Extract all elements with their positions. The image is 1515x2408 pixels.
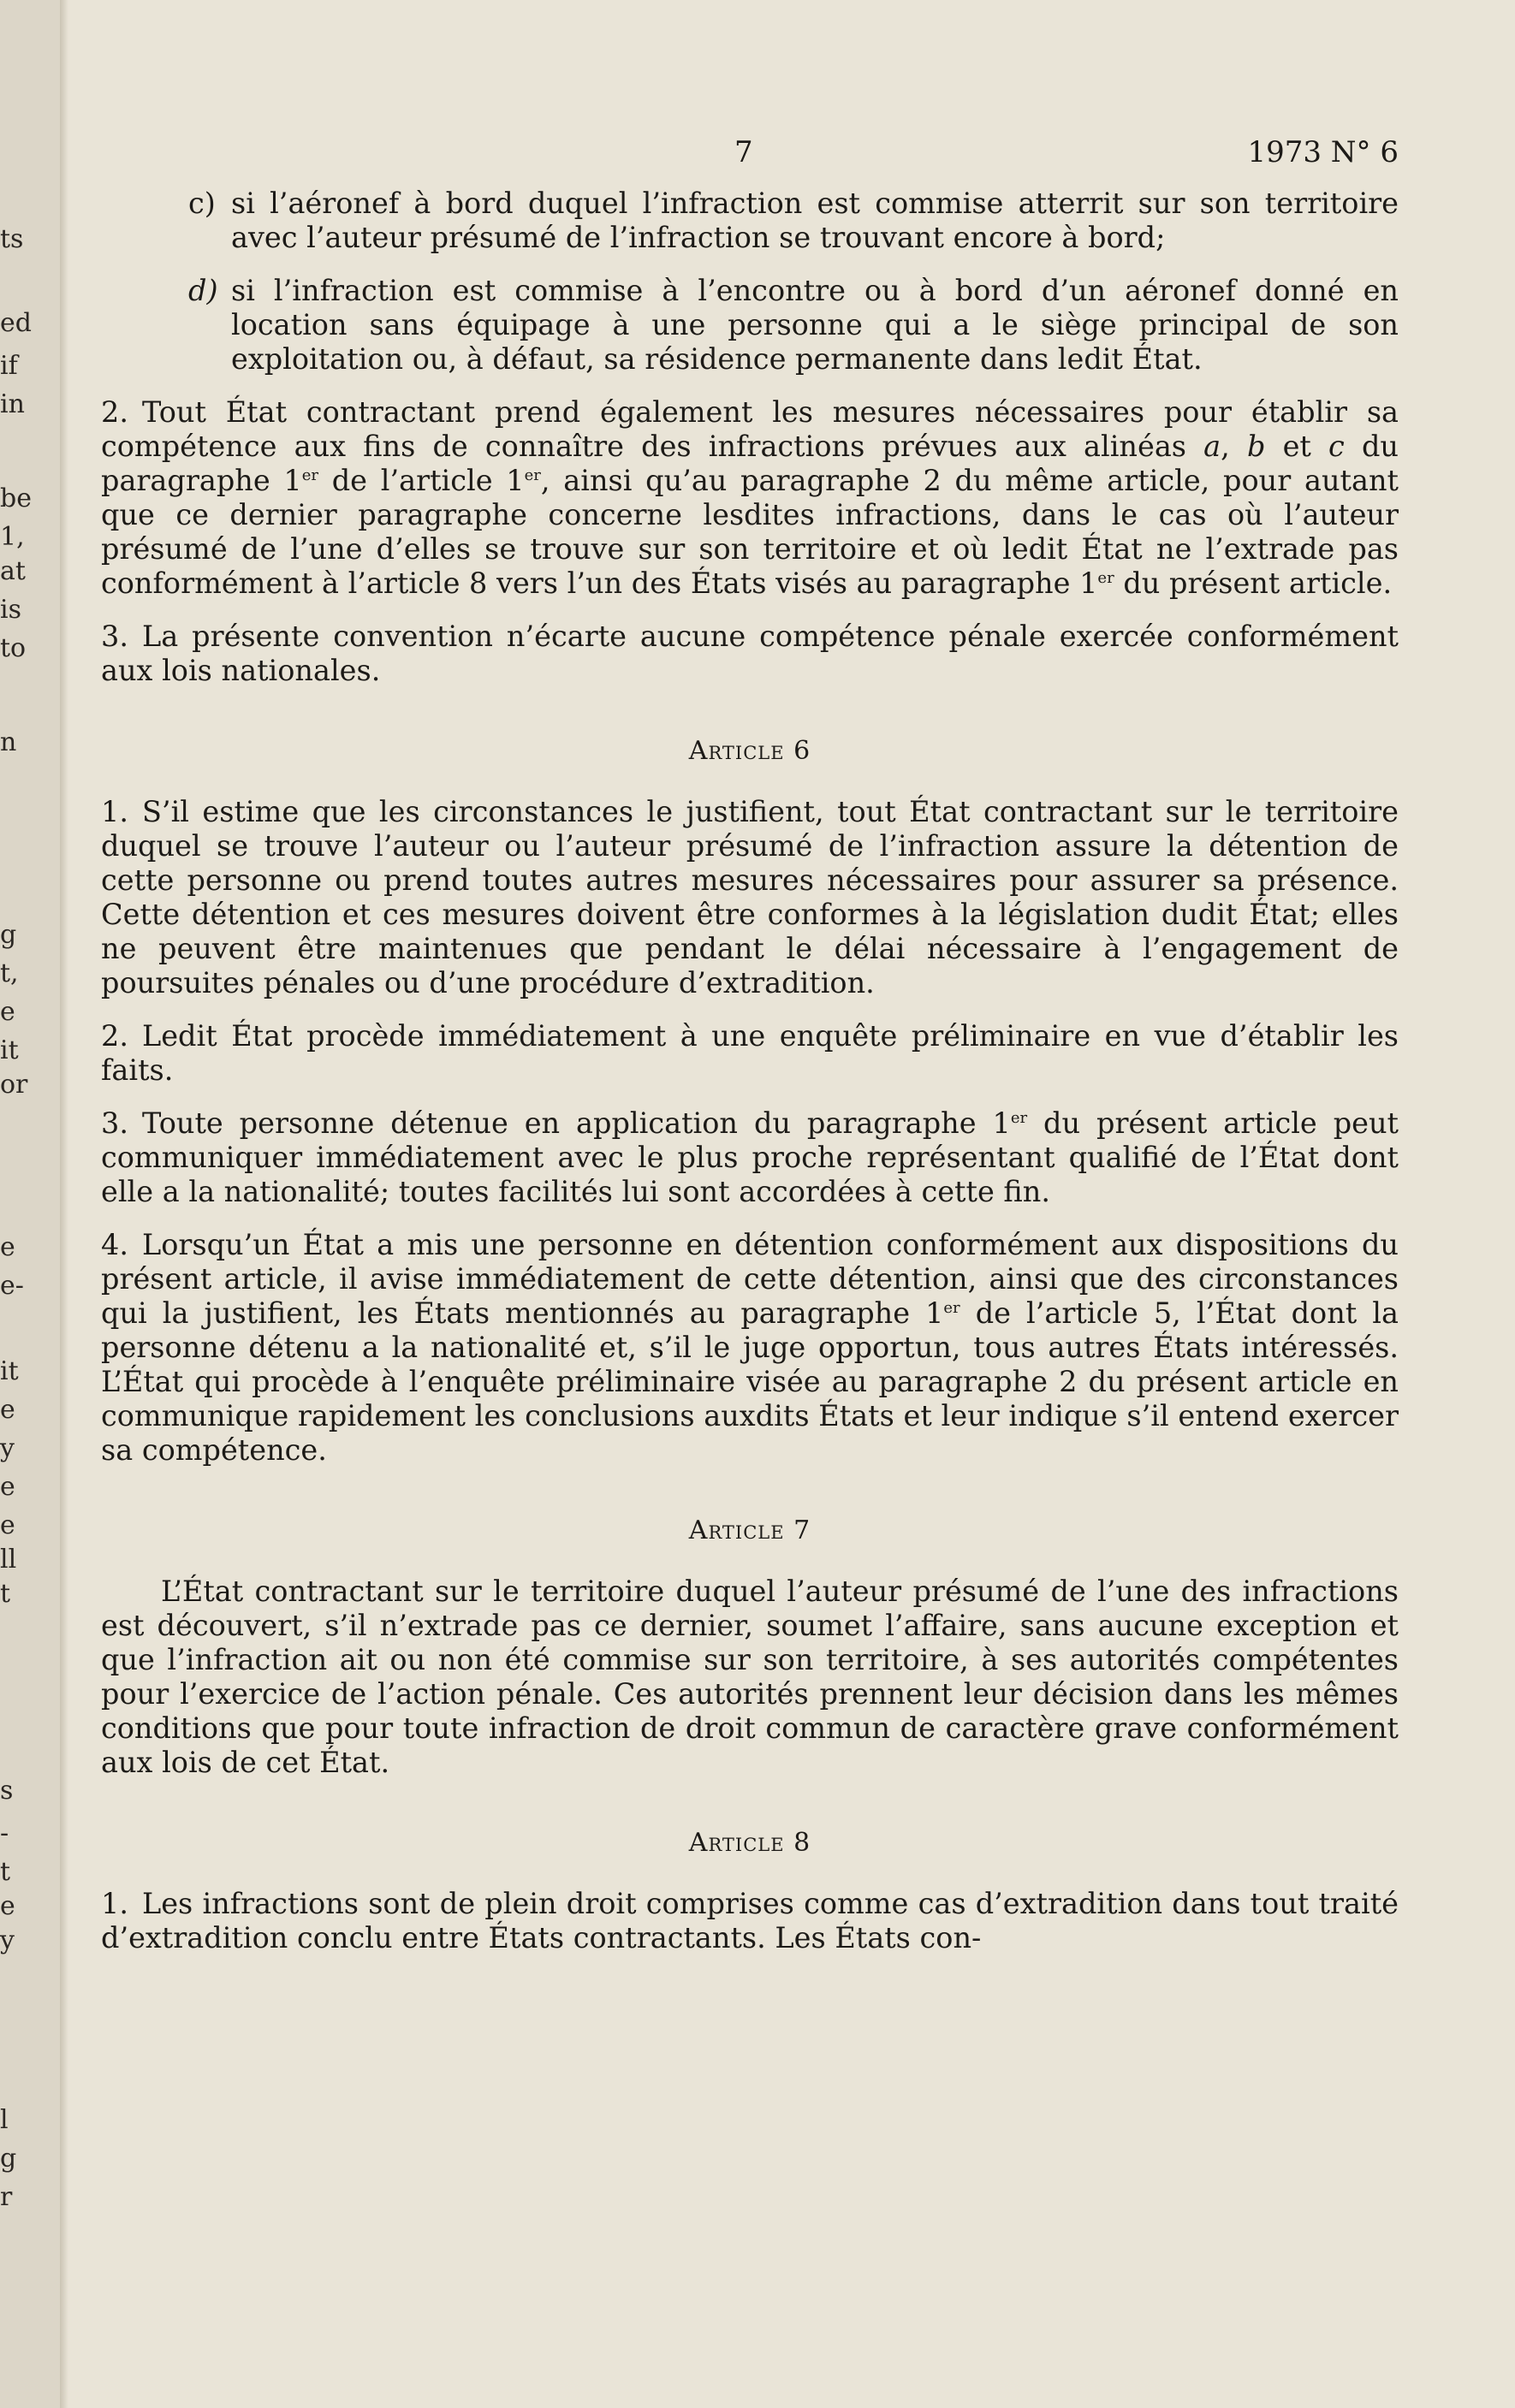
article6-paragraph-2 bbox=[101, 1019, 1399, 1088]
margin-fragment: g bbox=[0, 2144, 17, 2174]
margin-fragment: ll bbox=[0, 1545, 17, 1575]
item-text: si l’infraction est commise à l’encontre ou à bord d’un aéronef donné en location sans équipage à une personne qui a le siège principal de son exploitation ou, à défaut, sa résidence permanente dans ledit État. bbox=[231, 274, 1399, 376]
article7-paragraph bbox=[101, 1575, 1399, 1780]
paragraph-text: L’État contractant sur le territoire duquel l’auteur présumé de l’une des infractions est découvert, s’il n’extrade pas ce dernier, soumet l’affaire, sans aucune exception et que l’infraction ait ou non été commise sur son territoire, à ses autorités compétentes pour l’exercice de l’action pénale. Ces autorités prennent leur décision dans les mêmes conditions que pour toute infraction de droit commun de caractère grave conformément aux lois de cet État. bbox=[101, 1575, 1399, 1779]
margin-fragment: e- bbox=[0, 1271, 24, 1301]
superscript: er bbox=[1097, 568, 1114, 587]
paragraph-text: Toute personne détenue en application du paragraphe 1 bbox=[141, 1106, 1011, 1140]
paragraph-text: Tout État contractant prend également les mesures nécessaires pour établir sa compétence aux fins de connaître des infractions prévues aux alinéas bbox=[101, 395, 1399, 463]
list-item-c bbox=[188, 187, 1399, 255]
margin-fragment: e bbox=[0, 1395, 15, 1425]
margin-fragment: t bbox=[0, 1579, 11, 1609]
margin-fragment: l bbox=[0, 2105, 9, 2135]
margin-fragment: t bbox=[0, 1857, 11, 1887]
article-8-heading: Article 8 bbox=[688, 1828, 811, 1858]
margin-fragment: ts bbox=[0, 224, 24, 254]
margin-fragment: e bbox=[0, 1232, 15, 1262]
article6-paragraph-3 bbox=[101, 1106, 1399, 1209]
margin-fragment: g bbox=[0, 920, 17, 950]
superscript: er bbox=[301, 466, 318, 484]
article6-paragraph-4 bbox=[101, 1228, 1399, 1468]
margin-fragment: - bbox=[0, 1818, 9, 1848]
item-label: c) bbox=[188, 187, 216, 220]
paragraph-text: Ledit État procède immédiatement à une enquête préliminaire en vue d’établir les faits. bbox=[101, 1019, 1399, 1087]
document-page bbox=[101, 135, 1399, 1974]
paragraph-text: S’il estime que les circonstances le justifient, tout État contractant sur le territoire duquel se trouve l’auteur ou l’auteur présumé de l’infraction assure la détention de cette personne ou prend toutes autres mesures nécessaires pour assurer sa présence. Cette détention et ces mesures doivent être conformes à la législation dudit État; elles ne peuvent être maintenues que pendant le délai nécessaire à l’engagement de poursuites pénales ou d’une procédure d’extradition. bbox=[101, 795, 1399, 999]
page-header bbox=[101, 135, 1399, 187]
paragraph-text: et bbox=[1265, 430, 1329, 463]
margin-fragment: e bbox=[0, 1472, 15, 1502]
superscript: er bbox=[943, 1298, 960, 1317]
paragraph-number: 2. bbox=[101, 395, 128, 429]
article8-paragraph-1 bbox=[101, 1887, 1399, 1955]
paragraph-text: du présent article peut communiquer immédiatement avec le plus proche représentant qualifié de l’État dont elle a la nationalité; toutes facilités lui sont accordées à cette fin. bbox=[101, 1106, 1399, 1208]
margin-fragment: e bbox=[0, 1510, 15, 1540]
margin-fragment: it bbox=[0, 1356, 19, 1386]
margin-fragment: be bbox=[0, 483, 32, 513]
paragraph-text: b bbox=[1246, 430, 1266, 463]
paragraph-text: , bbox=[1221, 430, 1247, 463]
page-number: 7 bbox=[734, 135, 753, 169]
paragraph-number: 4. bbox=[101, 1228, 128, 1261]
list-item-d bbox=[188, 274, 1399, 377]
margin-fragment: at bbox=[0, 556, 26, 586]
margin-fragment: r bbox=[0, 2182, 13, 2212]
binding-crease bbox=[60, 0, 68, 2408]
margin-fragment: or bbox=[0, 1070, 28, 1100]
article-6-heading: Article 6 bbox=[688, 736, 811, 766]
margin-fragment: y bbox=[0, 1433, 15, 1463]
paragraph-text: Les infractions sont de plein droit comprises comme cas d’extradition dans tout traité d’extradition conclu entre États contractants. Les États con- bbox=[101, 1887, 1399, 1954]
paragraph-text: c bbox=[1328, 430, 1345, 463]
margin-fragment: ed bbox=[0, 308, 32, 338]
paragraph-text: La présente convention n’écarte aucune compétence pénale exercée conformément aux lois nationales. bbox=[101, 620, 1399, 687]
paragraph-number: 3. bbox=[101, 620, 128, 653]
paragraph-number: 1. bbox=[101, 795, 128, 828]
paragraph-text: du présent article. bbox=[1114, 566, 1393, 600]
superscript: er bbox=[524, 466, 541, 484]
article5-paragraph-2 bbox=[101, 395, 1399, 601]
paragraph-text: du paragraphe 1 bbox=[101, 430, 1399, 497]
paragraph-number: 1. bbox=[101, 1887, 128, 1920]
item-text: si l’aéronef à bord duquel l’infraction est commise atterrit sur son territoire avec l’auteur présumé de l’infraction se trouvant encore à bord; bbox=[231, 187, 1399, 254]
item-label: d) bbox=[188, 274, 218, 307]
volume-number: 1973 N° 6 bbox=[1247, 135, 1399, 169]
paragraph-number: 2. bbox=[101, 1019, 128, 1053]
margin-fragment: 1, bbox=[0, 522, 25, 552]
margin-fragment: n bbox=[0, 727, 17, 757]
margin-fragment: e bbox=[0, 1891, 15, 1921]
margin-fragment: y bbox=[0, 1925, 15, 1955]
margin-fragment: to bbox=[0, 633, 27, 663]
margin-fragment: in bbox=[0, 389, 25, 419]
margin-fragment: it bbox=[0, 1035, 19, 1065]
paragraph-text: Lorsqu’un État a mis une personne en détention conformément aux dispositions du présent article, il avise immédiatement de cette détention, ainsi que des circonstances qui la justifient, les États mentionnés au paragraphe 1 bbox=[101, 1228, 1399, 1330]
paragraph-text: a bbox=[1203, 430, 1221, 463]
article-7-heading: Article 7 bbox=[688, 1515, 811, 1545]
paragraph-number: 3. bbox=[101, 1106, 128, 1140]
paragraph-text: de l’article 5, l’État dont la personne détenu a la nationalité et, s’il le juge opportun, tous autres États intéressés. L’État qui procède à l’enquête préliminaire visée au paragraphe 2 du présent article en communique rapidement les conclusions auxdits États et leur indique s’il entend exercer sa compétence. bbox=[101, 1296, 1399, 1467]
margin-fragment: is bbox=[0, 595, 21, 625]
margin-fragment: s bbox=[0, 1776, 14, 1806]
article6-paragraph-1 bbox=[101, 795, 1399, 1000]
margin-fragment: e bbox=[0, 997, 15, 1027]
paragraph-text: , ainsi qu’au paragraphe 2 du même article, pour autant que ce dernier paragraphe concerne lesdites infractions, dans le cas où l’auteur présumé de l’une d’elles se trouve sur son territoire et où ledit État ne l’extrade pas conformément à l’article 8 vers l’un des États visés au paragraphe 1 bbox=[101, 464, 1399, 600]
margin-fragment: t, bbox=[0, 958, 19, 988]
margin-fragment: if bbox=[0, 351, 18, 381]
paragraph-text: de l’article 1 bbox=[318, 464, 525, 497]
article5-paragraph-3 bbox=[101, 620, 1399, 688]
superscript: er bbox=[1010, 1108, 1028, 1127]
